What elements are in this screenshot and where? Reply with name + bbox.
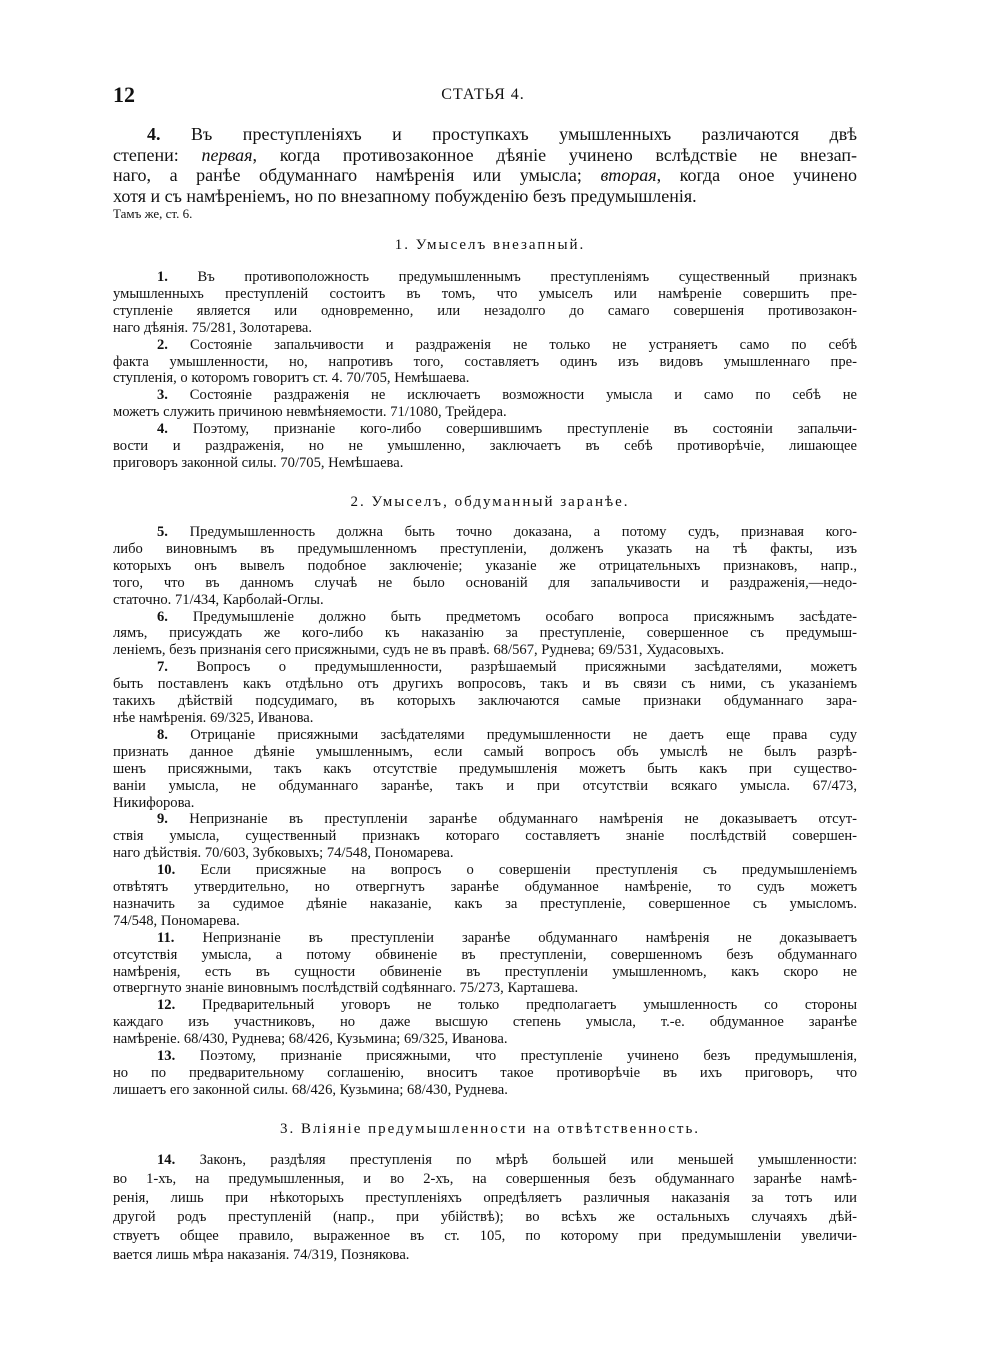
line-text: лишаетъ его законной силы. 68/426, Кузьмина; 68/430, Руднева.	[113, 1081, 508, 1098]
line-text: наго дѣянія. 75/281, Золотарева.	[113, 319, 313, 336]
paragraph-number: 12.	[157, 997, 176, 1014]
line-segment: , когда оное учинено	[656, 165, 858, 185]
line-text: Законъ, раздѣляя преступленія по мѣрѣ большей или меньшей умышленности:	[199, 1152, 857, 1168]
paragraph	[113, 421, 857, 472]
line-text: шенъ присяжными, такъ какъ отсутствіе предумышленія можетъ быть какъ при существо-	[113, 760, 857, 777]
text-line	[113, 124, 857, 145]
line-text: Въ преступленіяхъ и проступкахъ умышленныхъ различаются двѣ	[191, 124, 857, 144]
line-text: Если присяжные на вопросъ о совершеніи преступленія съ предумышленіемъ	[200, 862, 857, 879]
text-line	[113, 913, 857, 930]
section-heading-3: 3. Вліяніе предумышленности на отвѣтственность.	[279, 1121, 701, 1137]
paragraph	[113, 269, 857, 337]
text-line	[113, 1151, 857, 1170]
line-text: ствуетъ общее правило, выраженное въ ст. 105, по которому при предумышленіи увеличи-	[113, 1228, 857, 1244]
line-text: приговоръ законной силы. 70/705, Немѣшаева.	[113, 454, 404, 471]
text-line	[113, 980, 857, 997]
paragraph	[113, 862, 857, 930]
text-line	[113, 145, 857, 166]
section-heading-1: 1. Умыселъ внезапный.	[394, 237, 586, 253]
line-text: Никифорова.	[113, 794, 195, 811]
paragraph	[113, 727, 857, 812]
text-line	[113, 269, 857, 286]
paragraph-number: 10.	[157, 862, 176, 879]
text-line	[113, 165, 857, 186]
text-line	[113, 896, 857, 913]
text-line	[113, 676, 857, 693]
italic-term: первая	[201, 144, 253, 165]
text-line	[113, 862, 857, 879]
paragraph	[113, 930, 857, 998]
line-text: леніемъ, безъ признанія сего присяжными, судъ не въ правѣ. 68/567, Руднева; 69/531, Худасовыхъ.	[113, 642, 725, 659]
text-line	[113, 693, 857, 710]
text-line	[113, 795, 857, 812]
section-heading-2: 2. Умыселъ, обдуманный заранѣе.	[350, 494, 630, 510]
line-text: намѣренія, есть въ сущности обвиненіе въ преступленіи умышленномъ, какъ скоро не	[113, 963, 857, 980]
paragraph	[113, 609, 857, 660]
text-line	[113, 1031, 857, 1048]
line-text: отсутствія умысла, а потому обвиненіе въ преступленіи, совершенномъ безъ обдуманнаго	[113, 946, 857, 963]
text-line	[113, 1227, 857, 1246]
line-segment: наго, а ранѣе обдуманнаго намѣренія или умысла;	[113, 165, 601, 185]
text-line	[113, 1246, 857, 1265]
line-text: во 1-хъ, на предумышленныя, и во 2-хъ, на совершенныя безъ обдуманнаго заранѣе намѣ-	[113, 1171, 857, 1187]
paragraph-number: 11.	[157, 929, 175, 946]
line-text: Поэтому, признаніе присяжными, что преступленіе учинено безъ предумышленія,	[199, 1048, 857, 1065]
article-text	[113, 124, 857, 206]
line-text: умышленныхъ преступленій состоитъ въ томъ, что умыселъ или намѣреніе совершить пре-	[113, 285, 857, 302]
line-text: лямъ, присуждать же кого-либо къ наказанію за преступленіе, совершенное съ предумыш-	[113, 625, 857, 642]
text-line	[113, 727, 857, 744]
line-text: быть поставленъ какъ отдѣльно отъ другихъ вопросовъ, такъ и въ связи съ ними, съ указаніемъ	[113, 676, 857, 693]
line-text: ствія умысла, существенный признакъ котораго составляетъ знаніе послѣдствій совершен-	[113, 828, 857, 845]
text-line	[113, 320, 857, 337]
paragraph	[113, 997, 857, 1048]
text-line	[113, 455, 857, 472]
text-line	[113, 438, 857, 455]
line-text: ступленія, о которомъ говоритъ ст. 4. 70/705, Немѣшаева.	[113, 370, 470, 387]
line-text: хотя и съ намѣреніемъ, но по внезапному побужденію безъ предумышленія.	[113, 185, 697, 206]
text-line	[113, 609, 857, 626]
line-text: назначить за судимое дѣяніе наказаніе, какъ за преступленіе, совершенное съ умысломъ.	[113, 895, 857, 912]
line-text: 74/548, Пономарева.	[113, 912, 240, 929]
paragraph-number: 6.	[157, 608, 168, 625]
paragraph-number: 4.	[147, 124, 161, 144]
line-text: статочно. 71/434, Карболай-Оглы.	[113, 591, 324, 608]
line-text: Вопросъ о предумышленности, разрѣшаемый присяжными засѣдателями, можетъ	[196, 659, 857, 676]
text-line	[113, 1189, 857, 1208]
paragraph-number: 14.	[157, 1152, 176, 1168]
text-line	[113, 592, 857, 609]
text-line	[113, 828, 857, 845]
paragraph	[113, 1151, 857, 1265]
text-line	[113, 930, 857, 947]
text-line	[113, 1082, 857, 1099]
text-line	[113, 879, 857, 896]
paragraph-number: 4.	[157, 421, 168, 438]
text-line	[113, 354, 857, 371]
line-text: такихъ дѣйствій подсудимаго, въ которыхъ заключаются самые признаки обдуманнаго зара-	[113, 693, 857, 710]
line-text: либо виновнымъ въ предумышленномъ преступленіи, долженъ указать на тѣ факты, изъ	[113, 540, 857, 557]
paragraph-number: 3.	[157, 387, 168, 404]
line-text: Состояніе раздраженія не исключаетъ возможности умысла и само по себѣ не	[189, 387, 857, 404]
line-text: Непризнаніе въ преступленіи заранѣе обдуманнаго намѣренія не доказываетъ отсут-	[189, 811, 858, 828]
text-line	[113, 761, 857, 778]
line-text: ваніи умысла, не обдуманнаго заранѣе, такъ и при отсутствіи всякаго умысла. 67/473,	[113, 777, 857, 794]
article-source: Тамъ же, ст. 6.	[113, 206, 193, 221]
line-text: ренія, лишь при нѣкоторыхъ преступленіяхъ опредѣляетъ различныя наказанія за тотъ или	[113, 1190, 857, 1206]
page-number: 12	[113, 82, 135, 107]
text-line	[113, 404, 857, 421]
text-line	[113, 370, 857, 387]
line-text: но по предварительному соглашенію, вноситъ такое противорѣчіе въ ихъ приговоръ, что	[113, 1065, 857, 1081]
line-text: того, что въ данномъ случаѣ не было основаній для запальчивости и раздраженія,—недо-	[113, 574, 857, 591]
section-body-1	[113, 269, 857, 472]
text-line	[113, 337, 857, 354]
line-text: Отрицаніе присяжными засѣдателями предумышленности не даетъ еще права суду	[190, 726, 857, 743]
text-line	[113, 558, 857, 575]
text-line	[113, 1065, 857, 1082]
line-text: Предумышленность должна быть точно доказана, а потому судъ, признавая кого-	[189, 524, 858, 540]
paragraph-number: 7.	[157, 659, 168, 676]
paragraph-number: 9.	[157, 811, 168, 828]
paragraph-number: 1.	[157, 269, 168, 285]
section-body-3	[113, 1151, 857, 1265]
paragraph	[113, 524, 857, 609]
line-text: факта умышленности, но, напротивъ того, составляетъ одинъ изъ видовъ умышленнаго пре-	[113, 353, 857, 370]
text-line	[113, 421, 857, 438]
line-text: вости и раздраженія, но не умышленно, заключаетъ въ себѣ противорѣчіе, лишающее	[113, 438, 857, 455]
line-text: нѣе намѣренія. 69/325, Иванова.	[113, 709, 314, 726]
text-line	[113, 778, 857, 795]
text-line	[113, 1170, 857, 1189]
text-line	[113, 286, 857, 303]
text-line	[113, 964, 857, 981]
paragraph-number: 13.	[157, 1048, 176, 1065]
text-line	[113, 659, 857, 676]
line-text: Поэтому, признаніе кого-либо совершившимъ преступленіе въ состояніи запальчи-	[192, 421, 858, 438]
line-text: Предумышленіе должно быть предметомъ особаго вопроса присяжнымъ засѣдате-	[192, 608, 857, 625]
text-line	[113, 625, 857, 642]
line-text: наго дѣйствія. 70/603, Зубковыхъ; 74/548, Пономарева.	[113, 845, 454, 862]
line-text: вается лишь мѣра наказанія. 74/319, Познякова.	[113, 1247, 410, 1263]
text-line	[113, 524, 857, 541]
line-text: отвѣтятъ утвердительно, но отвергнутъ заранѣе обдуманное намѣреніе, то судъ можетъ	[113, 879, 857, 896]
paragraph	[113, 387, 857, 421]
running-head: СТАТЬЯ 4.	[441, 86, 525, 103]
line-text: признать данное дѣяніе умышленнымъ, если самый вопросъ объ умыслѣ не былъ разрѣ-	[113, 743, 857, 760]
line-text: ступленіе является или одновременно, или незадолго до самаго совершенія противозакон-	[113, 302, 857, 319]
text-line	[113, 575, 857, 592]
text-line	[113, 541, 857, 558]
line-text: каждаго изъ участниковъ, но даже высшую степень умысла, т.-е. обдуманное заранѣе	[113, 1014, 857, 1031]
text-line	[113, 642, 857, 659]
paragraph-number: 8.	[157, 726, 168, 743]
paragraph	[113, 659, 857, 727]
line-text: отвергнуто знаніе виновнымъ послѣдствій содѣяннаго. 75/273, Карташева.	[113, 980, 579, 997]
line-text: можетъ служить причиною невмѣняемости. 71/1080, Трейдера.	[113, 404, 507, 421]
text-line	[113, 947, 857, 964]
text-line	[113, 997, 857, 1014]
line-text: Состояніе запальчивости и раздраженія не только не устраняетъ само по себѣ	[190, 336, 857, 353]
text-line	[113, 1208, 857, 1227]
line-text: Непризнаніе въ преступленіи заранѣе обдуманнаго намѣренія не доказываетъ	[202, 929, 857, 946]
text-line	[113, 710, 857, 727]
paragraph-number: 2.	[157, 336, 168, 353]
line-text: другой родъ преступленій (напр., при убійствѣ); во всѣхъ же остальныхъ случаяхъ дѣй-	[113, 1209, 857, 1225]
italic-term: вторая	[600, 165, 657, 185]
section-body-2	[113, 524, 857, 1099]
text-line	[113, 303, 857, 320]
text-line	[113, 744, 857, 761]
text-line	[113, 1014, 857, 1031]
line-text: Предварительный уговоръ не только предполагаетъ умышленность со стороны	[202, 997, 858, 1014]
line-text: которыхъ онъ вывелъ подобное заключеніе; указаніе же отрицательныхъ признаковъ, напр.,	[113, 557, 857, 574]
line-segment: степени:	[113, 144, 202, 165]
paragraph	[113, 1048, 857, 1099]
line-text: Въ противоположность предумышленнымъ преступленіямъ существенный признакъ	[197, 269, 857, 285]
paragraph-number: 5.	[157, 524, 168, 540]
text-line	[113, 186, 857, 207]
text-line	[113, 811, 857, 828]
paragraph	[113, 337, 857, 388]
paragraph	[113, 811, 857, 862]
line-segment: , когда противозаконное дѣяніе учинено вслѣдствіе не внезап-	[252, 144, 857, 165]
line-text: намѣреніе. 68/430, Руднева; 68/426, Кузьмина; 69/325, Иванова.	[113, 1031, 508, 1048]
text-line	[113, 387, 857, 404]
text-line	[113, 1048, 857, 1065]
text-line	[113, 845, 857, 862]
